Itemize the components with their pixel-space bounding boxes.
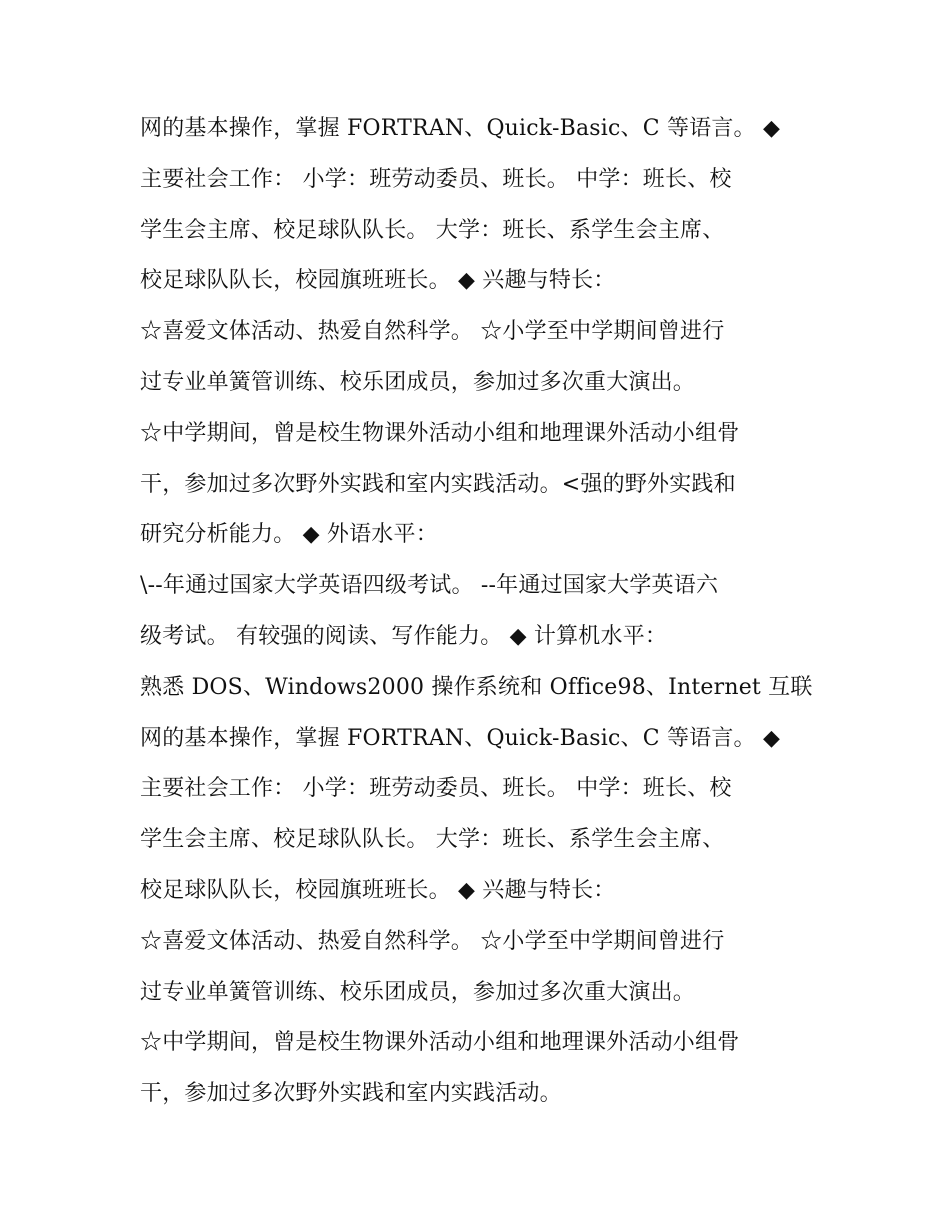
text-line-15: 学生会主席、校足球队队长。 大学：班长、系学生会主席、 (140, 827, 725, 853)
text-line-8: 干，参加过多次野外实践和室内实践活动。<强的野外实践和 (140, 471, 736, 497)
text-line-16: 校足球队队长，校园旗班班长。 ◆ 兴趣与特长： (140, 877, 616, 903)
text-line-11: 级考试。 有较强的阅读、写作能力。 ◆ 计算机水平： (140, 623, 668, 649)
text-line-4: 校足球队队长，校园旗班班长。 ◆ 兴趣与特长： (140, 268, 616, 294)
text-line-13: 网的基本操作，掌握 FORTRAN、Quick-Basic、C 等语言。 ◆ (140, 725, 781, 751)
text-line-7: ☆中学期间，曾是校生物课外活动小组和地理课外活动小组骨 (140, 420, 740, 446)
body-text (140, 104, 830, 1120)
text-line-20: 干，参加过多次野外实践和室内实践活动。 (140, 1081, 562, 1107)
text-line-3: 学生会主席、校足球队队长。 大学：班长、系学生会主席、 (140, 217, 725, 243)
text-line-2: 主要社会工作： 小学：班劳动委员、班长。 中学：班长、校 (140, 166, 732, 192)
text-line-12: 熟悉 DOS、Windows2000 操作系统和 Office98、Internet 互联 (140, 674, 813, 700)
text-line-9: 研究分析能力。 ◆ 外语水平： (140, 522, 438, 548)
text-line-10: \--年通过国家大学英语四级考试。 --年通过国家大学英语六 (140, 573, 719, 599)
text-line-14: 主要社会工作： 小学：班劳动委员、班长。 中学：班长、校 (140, 776, 732, 802)
text-line-1: 网的基本操作，掌握 FORTRAN、Quick-Basic、C 等语言。 ◆ (140, 116, 781, 141)
text-line-18: 过专业单簧管训练、校乐团成员，参加过多次重大演出。 (140, 979, 696, 1005)
text-line-19: ☆中学期间，曾是校生物课外活动小组和地理课外活动小组骨 (140, 1030, 740, 1056)
text-line-17: ☆喜爱文体活动、热爱自然科学。 ☆小学至中学期间曾进行 (140, 928, 725, 954)
text-line-5: ☆喜爱文体活动、热爱自然科学。 ☆小学至中学期间曾进行 (140, 319, 725, 345)
text-line-6: 过专业单簧管训练、校乐团成员，参加过多次重大演出。 (140, 369, 696, 395)
